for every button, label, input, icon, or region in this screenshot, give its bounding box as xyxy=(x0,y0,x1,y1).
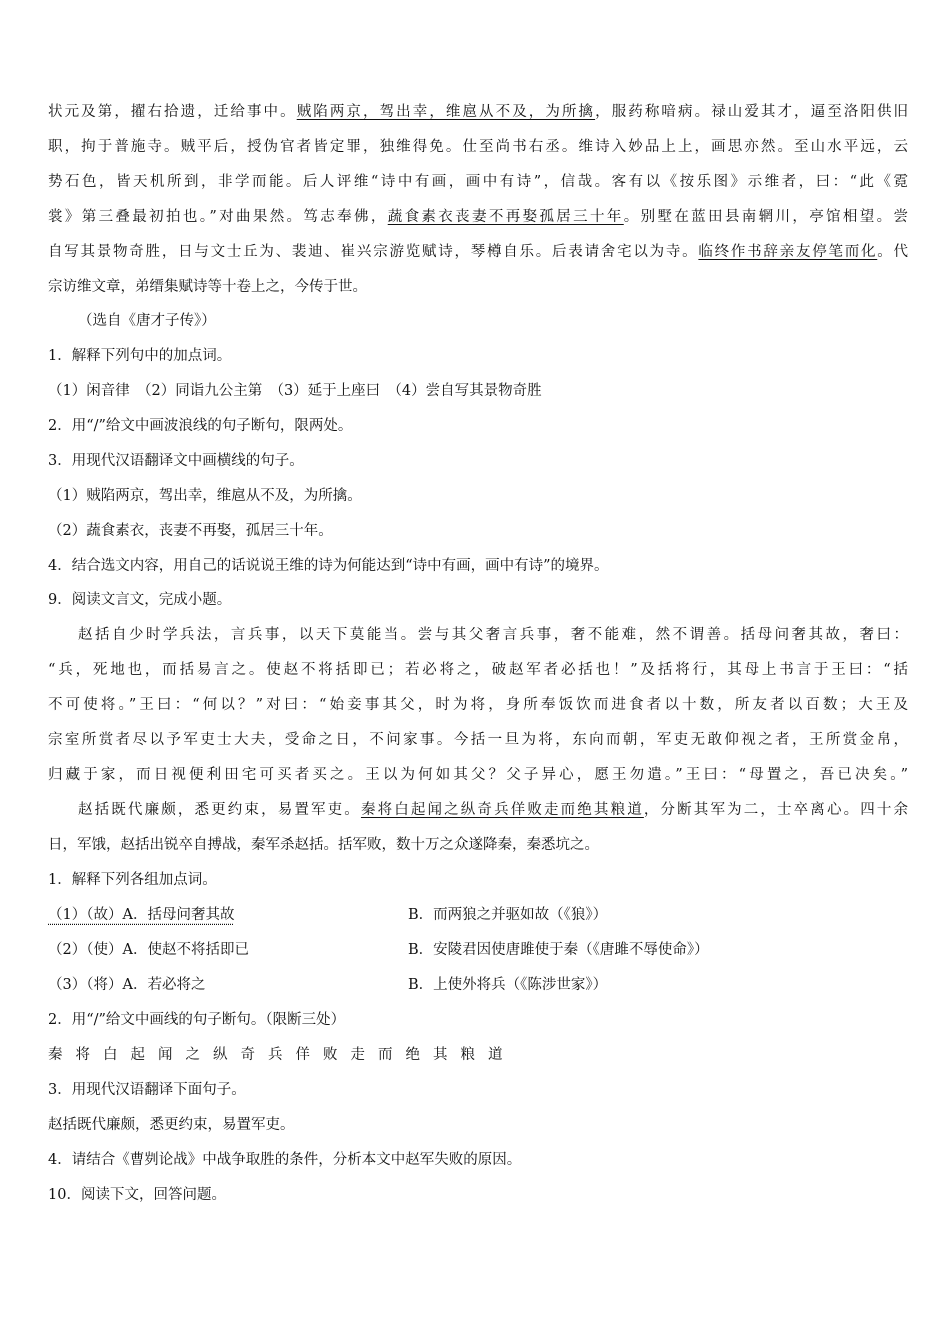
question-subitem xyxy=(48,905,908,925)
passage-line: 势石色，皆天机所到，非学而能。后人评维“诗中有画，画中有诗”，信哉。客有以《按乐图》示维者，曰：“此《霓 xyxy=(48,174,908,190)
passage-text: 状元及第，擢右拾遗，迁给事中。 xyxy=(48,104,297,120)
wavy-underlined-sentence: 临终作书辞亲友停笔而化 xyxy=(698,244,878,260)
option-b: B．而两狼之并驱如故（《狼》） xyxy=(408,907,608,923)
question-item: 2．用“/”给文中画线的句子断句。（限断三处） xyxy=(48,1012,346,1028)
passage-line: 宗室所赏者尽以予军吏士大夫，受命之日，不问家事。今括一旦为将，东向而朝，军吏无敢仰视之者，王所赏金帛， xyxy=(48,732,908,748)
question-subitem: （2）蔬食素衣，丧妻不再娶，孤居三十年。 xyxy=(48,523,333,539)
passage-source: （选自《唐才子传》） xyxy=(78,313,216,329)
passage-text: 赵括既代廉颇，悉更约束，易置军吏。 xyxy=(78,802,361,818)
passage-line: 不可使将。”王曰：“何以？”对曰：“始妾事其父，时为将，身所奉饭饮而进食者以十数，所友者以百数；大王及 xyxy=(48,697,908,713)
passage-text: ，分断其军为二，士卒离心。四十余 xyxy=(643,802,908,818)
option-b: B．安陵君因使唐雎使于秦（《唐雎不辱使命》） xyxy=(408,942,709,958)
segmentation-sentence: 秦将白起闻之纵奇兵佯败走而绝其粮道 xyxy=(48,1047,516,1063)
passage-text: 。别墅在蓝田县南辋川，亭馆相望。尝 xyxy=(623,209,908,225)
underlined-sentence: 蔬食素衣丧妻不再娶孤居三十年 xyxy=(387,209,624,225)
question-item: 4．请结合《曹刿论战》中战争取胜的条件，分析本文中赵军失败的原因。 xyxy=(48,1152,522,1168)
question-item: 4．结合选文内容，用自己的话说说王维的诗为何能达到“诗中有画，画中有诗”的境界。 xyxy=(48,558,609,574)
underlined-sentence: 贼陷两京，驾出幸，维扈从不及，为所擒 xyxy=(296,104,596,120)
option-a: （1）（故）A．括母问奢其故 xyxy=(48,907,235,923)
question-item: 3．用现代汉语翻译文中画横线的句子。 xyxy=(48,453,304,469)
option-b: B．上使外将兵（《陈涉世家》） xyxy=(408,977,608,993)
passage-text: ，服药称喑病。禄山爱其才，逼至洛阳供旧 xyxy=(595,104,908,120)
passage-text: 。代 xyxy=(877,244,908,260)
passage-line: “兵，死地也，而括易言之。使赵不将括即已；若必将之，破赵军者必括也！”及括将行，其母上书言于王曰：“括 xyxy=(48,662,908,678)
passage-line: 职，拘于普施寺。贼平后，授伪官者皆定罪，独维得免。仕至尚书右丞。维诗入妙品上上，画思亦然。至山水平远，云 xyxy=(48,139,908,155)
question-item: 2．用“/”给文中画波浪线的句子断句，限两处。 xyxy=(48,418,353,434)
section-heading: 9．阅读文言文，完成小题。 xyxy=(48,592,232,608)
question-item: 1．解释下列各组加点词。 xyxy=(48,872,217,888)
translation-sentence: 赵括既代廉颇，悉更约束，易置军吏。 xyxy=(48,1117,295,1133)
passage-line xyxy=(78,800,908,820)
option-a: （3）（将）A．若必将之 xyxy=(48,977,206,993)
section-heading: 10．阅读下文，回答问题。 xyxy=(48,1187,226,1203)
question-item: 1．解释下列句中的加点词。 xyxy=(48,348,232,364)
passage-text: 裳》第三叠最初拍也。”对曲果然。笃志奉佛， xyxy=(48,209,388,225)
passage-line: 归藏于家，而日视便利田宅可买者买之。王以为何如其父？父子异心，愿王勿遣。”王曰：“母置之，吾已决矣。” xyxy=(48,767,908,783)
passage-text: 自写其景物奇胜，日与文士丘为、裴迪、崔兴宗游览赋诗，琴樽自乐。后表请舍宅以为寺。 xyxy=(48,244,699,260)
option-a: （2）（使）A．使赵不将括即已 xyxy=(48,942,249,958)
passage-line xyxy=(48,207,908,227)
question-item: 3．用现代汉语翻译下面句子。 xyxy=(48,1082,246,1098)
question-subitem: （1）贼陷两京，驾出幸，维扈从不及，为所擒。 xyxy=(48,488,362,504)
passage-line xyxy=(48,242,908,262)
question-subitems: （1）闲音律 （2）同诣九公主第 （3）延于上座曰 （4）尝自写其景物奇胜 xyxy=(48,383,542,399)
passage-line: 赵括自少时学兵法，言兵事，以天下莫能当。尝与其父奢言兵事，奢不能难，然不谓善。括母问奢其故，奢曰： xyxy=(78,627,908,643)
question-subitem xyxy=(48,940,908,960)
passage-line xyxy=(48,102,908,122)
question-subitem xyxy=(48,975,908,995)
passage-line: 宗访维文章，弟缙集赋诗等十卷上之，今传于世。 xyxy=(48,279,367,295)
passage-line: 日，军饿，赵括出锐卒自搏战，秦军杀赵括。括军败，数十万之众遂降秦，秦悉坑之。 xyxy=(48,837,599,853)
underlined-sentence: 秦将白起闻之纵奇兵佯败走而绝其粮道 xyxy=(360,802,644,818)
